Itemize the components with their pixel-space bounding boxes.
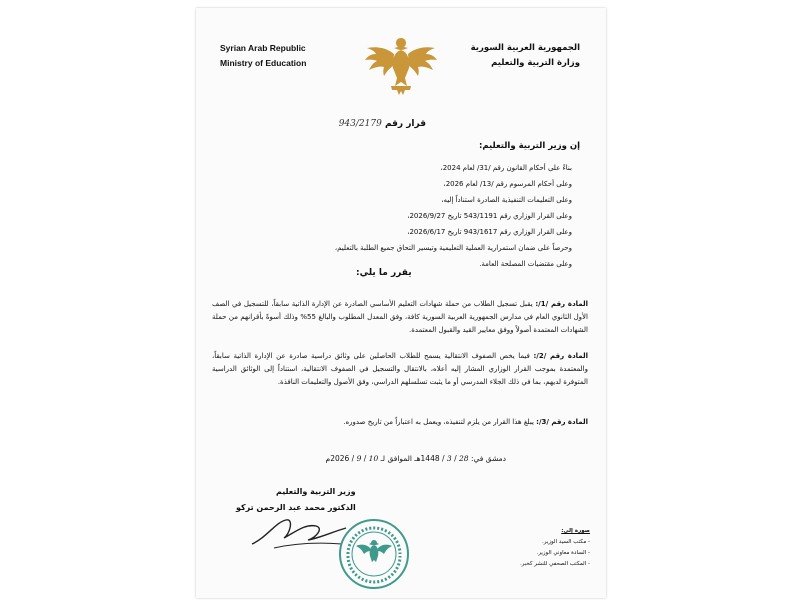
preamble-line: وعلى القرار الوزاري رقم 943/1617 تاريخ 2026/6/17، — [407, 228, 572, 236]
hijri-day: 28 — [459, 454, 469, 463]
eagle-emblem-icon — [361, 34, 441, 96]
article-label: المادة رقم /3/: — [536, 418, 588, 426]
copies-title: صورة إلى: — [561, 528, 590, 534]
copies-list — [520, 526, 590, 570]
decree-document — [196, 8, 606, 598]
preamble-line: وعلى التعليمات التنفيذية الصادرة استناداً إليه، — [441, 196, 572, 204]
decree-label: قرار رقم — [384, 119, 426, 129]
signatory-title: وزير التربية والتعليم — [276, 487, 356, 496]
greg-year: 2026م — [325, 454, 350, 463]
preamble-line: وعلى القرار الوزاري رقم 543/1191 تاريخ 2026/9/27، — [407, 212, 572, 220]
hijri-month: 3 — [446, 454, 452, 463]
header-english — [220, 41, 306, 71]
copies-item: - المكتب الصحفي للنشر كخبر. — [519, 561, 590, 567]
greg-month: 9 — [356, 454, 362, 463]
dateline: دمشق في: 28 / 3 / 1448هـ الموافق لـ 10 / 9 / 2026م — [325, 454, 506, 463]
article-label: المادة رقم /1/: — [535, 300, 589, 308]
preamble — [335, 160, 572, 272]
article-text: فيما يخص الصفوف الانتقالية يسمح للطلاب الحاصلين على وثائق دراسية صادرة عن الإدارة الذاتية سابقاً، والمعتمدة بموجب القرار الوزاري المشار إليه أعلاه، بالانتقال والتسجيل في الصفوف الانتقالية، استناداً إلى الوثائق الدراسية المتوفرة لديهم، بما في ذلك الجلاء المدرسي أو ما يثبت تسلسلهم الدراسي، وفق الأصول والتعليمات النافذة. — [212, 352, 588, 386]
article-text: يبلغ هذا القرار من يلزم لتنفيذه، ويعمل به اعتباراً من تاريخ صدوره. — [343, 418, 534, 426]
article-3 — [212, 416, 588, 429]
copies-item: - مكتب السيد الوزير. — [542, 539, 590, 545]
hijri-year: 1448هـ — [414, 454, 440, 463]
copies-item: - السادة معاوني الوزير. — [536, 550, 590, 556]
decree-number — [339, 119, 426, 129]
ministry-stamp-icon — [334, 516, 414, 592]
header-arabic — [471, 41, 580, 71]
header-ministry-ar: وزارة التربية والتعليم — [491, 58, 580, 68]
article-text: يقبل تسجيل الطلاب من حملة شهادات التعليم الأساسي الصادرة عن الإدارة الذاتية سابقاً، للتسجيل في الصف الأول الثانوي العام في مدارس الجمهورية العربية السورية كافة، وفق المعدل المطلوب والبالغ 55% وذلك أسوةً بأقرانهم من حملة الشهادات المعتمدة أصولاً ووفق معايير القيد والقبول المعتمدة. — [212, 300, 588, 334]
header-country-en: Syrian Arab Republic — [220, 43, 306, 53]
dateline-middle: الموافق لـ — [380, 454, 412, 463]
preamble-line: وحرصاً على ضمان استمرارية العملية التعليمية وتيسير التحاق جميع الطلبة بالتعليم، — [334, 244, 572, 252]
dateline-prefix: دمشق في: — [470, 454, 506, 463]
greg-day: 10 — [368, 454, 379, 463]
article-2 — [212, 350, 588, 389]
signatory-name: الدكتور محمد عبد الرحمن تركو — [236, 503, 356, 512]
preamble-title: إن وزير التربية والتعليم: — [478, 141, 580, 151]
article-label: المادة رقم /2/: — [533, 352, 589, 360]
header-country-ar: الجمهورية العربية السورية — [470, 43, 580, 53]
decides-heading: يقرر ما يلي: — [356, 268, 412, 278]
preamble-line: وعلى أحكام المرسوم رقم /13/ لعام 2026، — [443, 180, 572, 188]
preamble-line: وعلى مقتضيات المصلحة العامة. — [479, 260, 572, 268]
decree-number-value: 943/2179 — [338, 119, 382, 129]
header-ministry-en: Ministry of Education — [220, 58, 307, 68]
preamble-line: بناءً على أحكام القانون رقم /31/ لعام 2024، — [440, 164, 572, 172]
article-1 — [212, 298, 588, 337]
